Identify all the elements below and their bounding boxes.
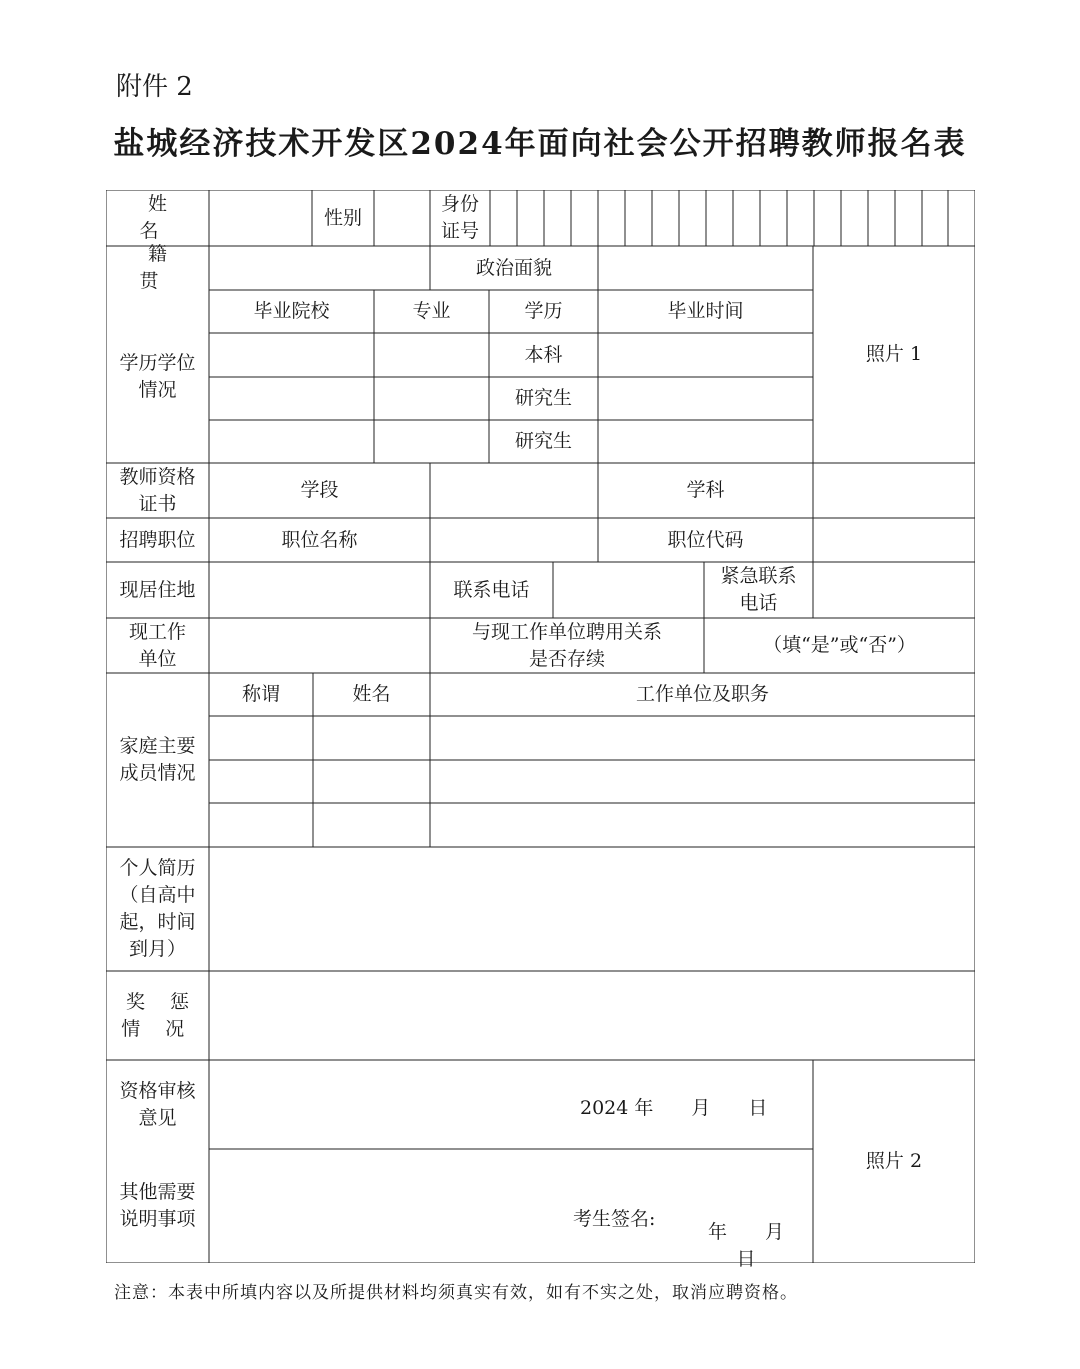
photo-2-box[interactable]: 照片 2: [865, 1150, 923, 1172]
name-field[interactable]: [209, 190, 312, 246]
id-number-field[interactable]: [490, 190, 975, 246]
family-relation-header: 称谓: [241, 683, 280, 705]
family-employer-header: 工作单位及职务: [635, 683, 769, 705]
awards-label: 奖 惩 情 况: [121, 990, 199, 1040]
awards-field[interactable]: [209, 971, 975, 1060]
resume-label: 个人简历 （自高中 起，时间 到月）: [119, 857, 196, 960]
political-status-label: 政治面貌: [475, 256, 552, 279]
phone-label: 联系电话: [453, 578, 530, 601]
degree-graduate: 研究生: [514, 430, 572, 452]
gender-label: 性别: [323, 206, 362, 229]
employer-field[interactable]: [209, 618, 430, 673]
teacher-certificate-label: 教师资格 证书: [119, 465, 196, 515]
school-stage-label: 学段: [300, 479, 339, 501]
phone-field[interactable]: [553, 562, 704, 618]
family-section-label: 家庭主要 成员情况: [119, 735, 196, 784]
graduate-school-header: 毕业院校: [253, 300, 330, 322]
position-name-field[interactable]: [430, 518, 598, 562]
employment-relation-field[interactable]: （填“是”或“否”）: [763, 634, 916, 656]
id-number-label: 身份 证号: [440, 193, 479, 242]
attachment-label: 附件 2: [116, 72, 193, 102]
review-label: 资格审核 意见: [119, 1079, 196, 1129]
graduation-date-header: 毕业时间: [667, 300, 744, 322]
major-header: 专业: [412, 300, 451, 322]
political-status-field[interactable]: [598, 246, 813, 290]
emergency-phone-label: 紧急联系 电话: [720, 565, 797, 614]
family-name-header: 姓名: [352, 683, 391, 705]
school-stage-field[interactable]: [430, 463, 598, 518]
address-field[interactable]: [209, 562, 430, 618]
degree-graduate: 研究生: [514, 387, 572, 409]
registration-form: [106, 190, 975, 1270]
degree-bachelor: 本科: [524, 343, 563, 366]
position-code-label: 职位代码: [667, 528, 744, 551]
address-label: 现居住地: [119, 578, 196, 601]
form-title: 盐城经济技术开发区2024年面向社会公开招聘教师报名表: [113, 126, 967, 162]
degree-header: 学历: [524, 300, 563, 322]
native-place-field[interactable]: [209, 246, 430, 290]
native-place-label: 籍 贯: [139, 243, 185, 292]
review-date: 2024 年 月 日: [580, 1096, 768, 1119]
position-code-field[interactable]: [813, 518, 975, 562]
position-name-label: 职位名称: [281, 528, 358, 551]
position-label: 招聘职位: [119, 528, 196, 551]
education-section-label: 学历学位 情况: [119, 351, 196, 401]
name-label: 姓 名: [139, 193, 185, 242]
employment-relation-label: 与现工作单位聘用关系 是否存续: [471, 620, 662, 670]
resume-field[interactable]: [209, 847, 975, 971]
other-notes-label: 其他需要 说明事项: [119, 1181, 196, 1230]
gender-field[interactable]: [374, 190, 430, 246]
subject-label: 学科: [686, 479, 725, 501]
employer-label: 现工作 单位: [128, 620, 186, 670]
emergency-phone-field[interactable]: [813, 562, 975, 618]
subject-field[interactable]: [813, 463, 975, 518]
signature-label: 考生签名:: [573, 1207, 656, 1230]
photo-1-box[interactable]: 照片 1: [865, 343, 923, 365]
footnote: 注意：本表中所填内容以及所提供材料均须真实有效，如有不实之处，取消应聘资格。: [114, 1283, 798, 1303]
signature-date: 年 月 日: [707, 1221, 823, 1270]
